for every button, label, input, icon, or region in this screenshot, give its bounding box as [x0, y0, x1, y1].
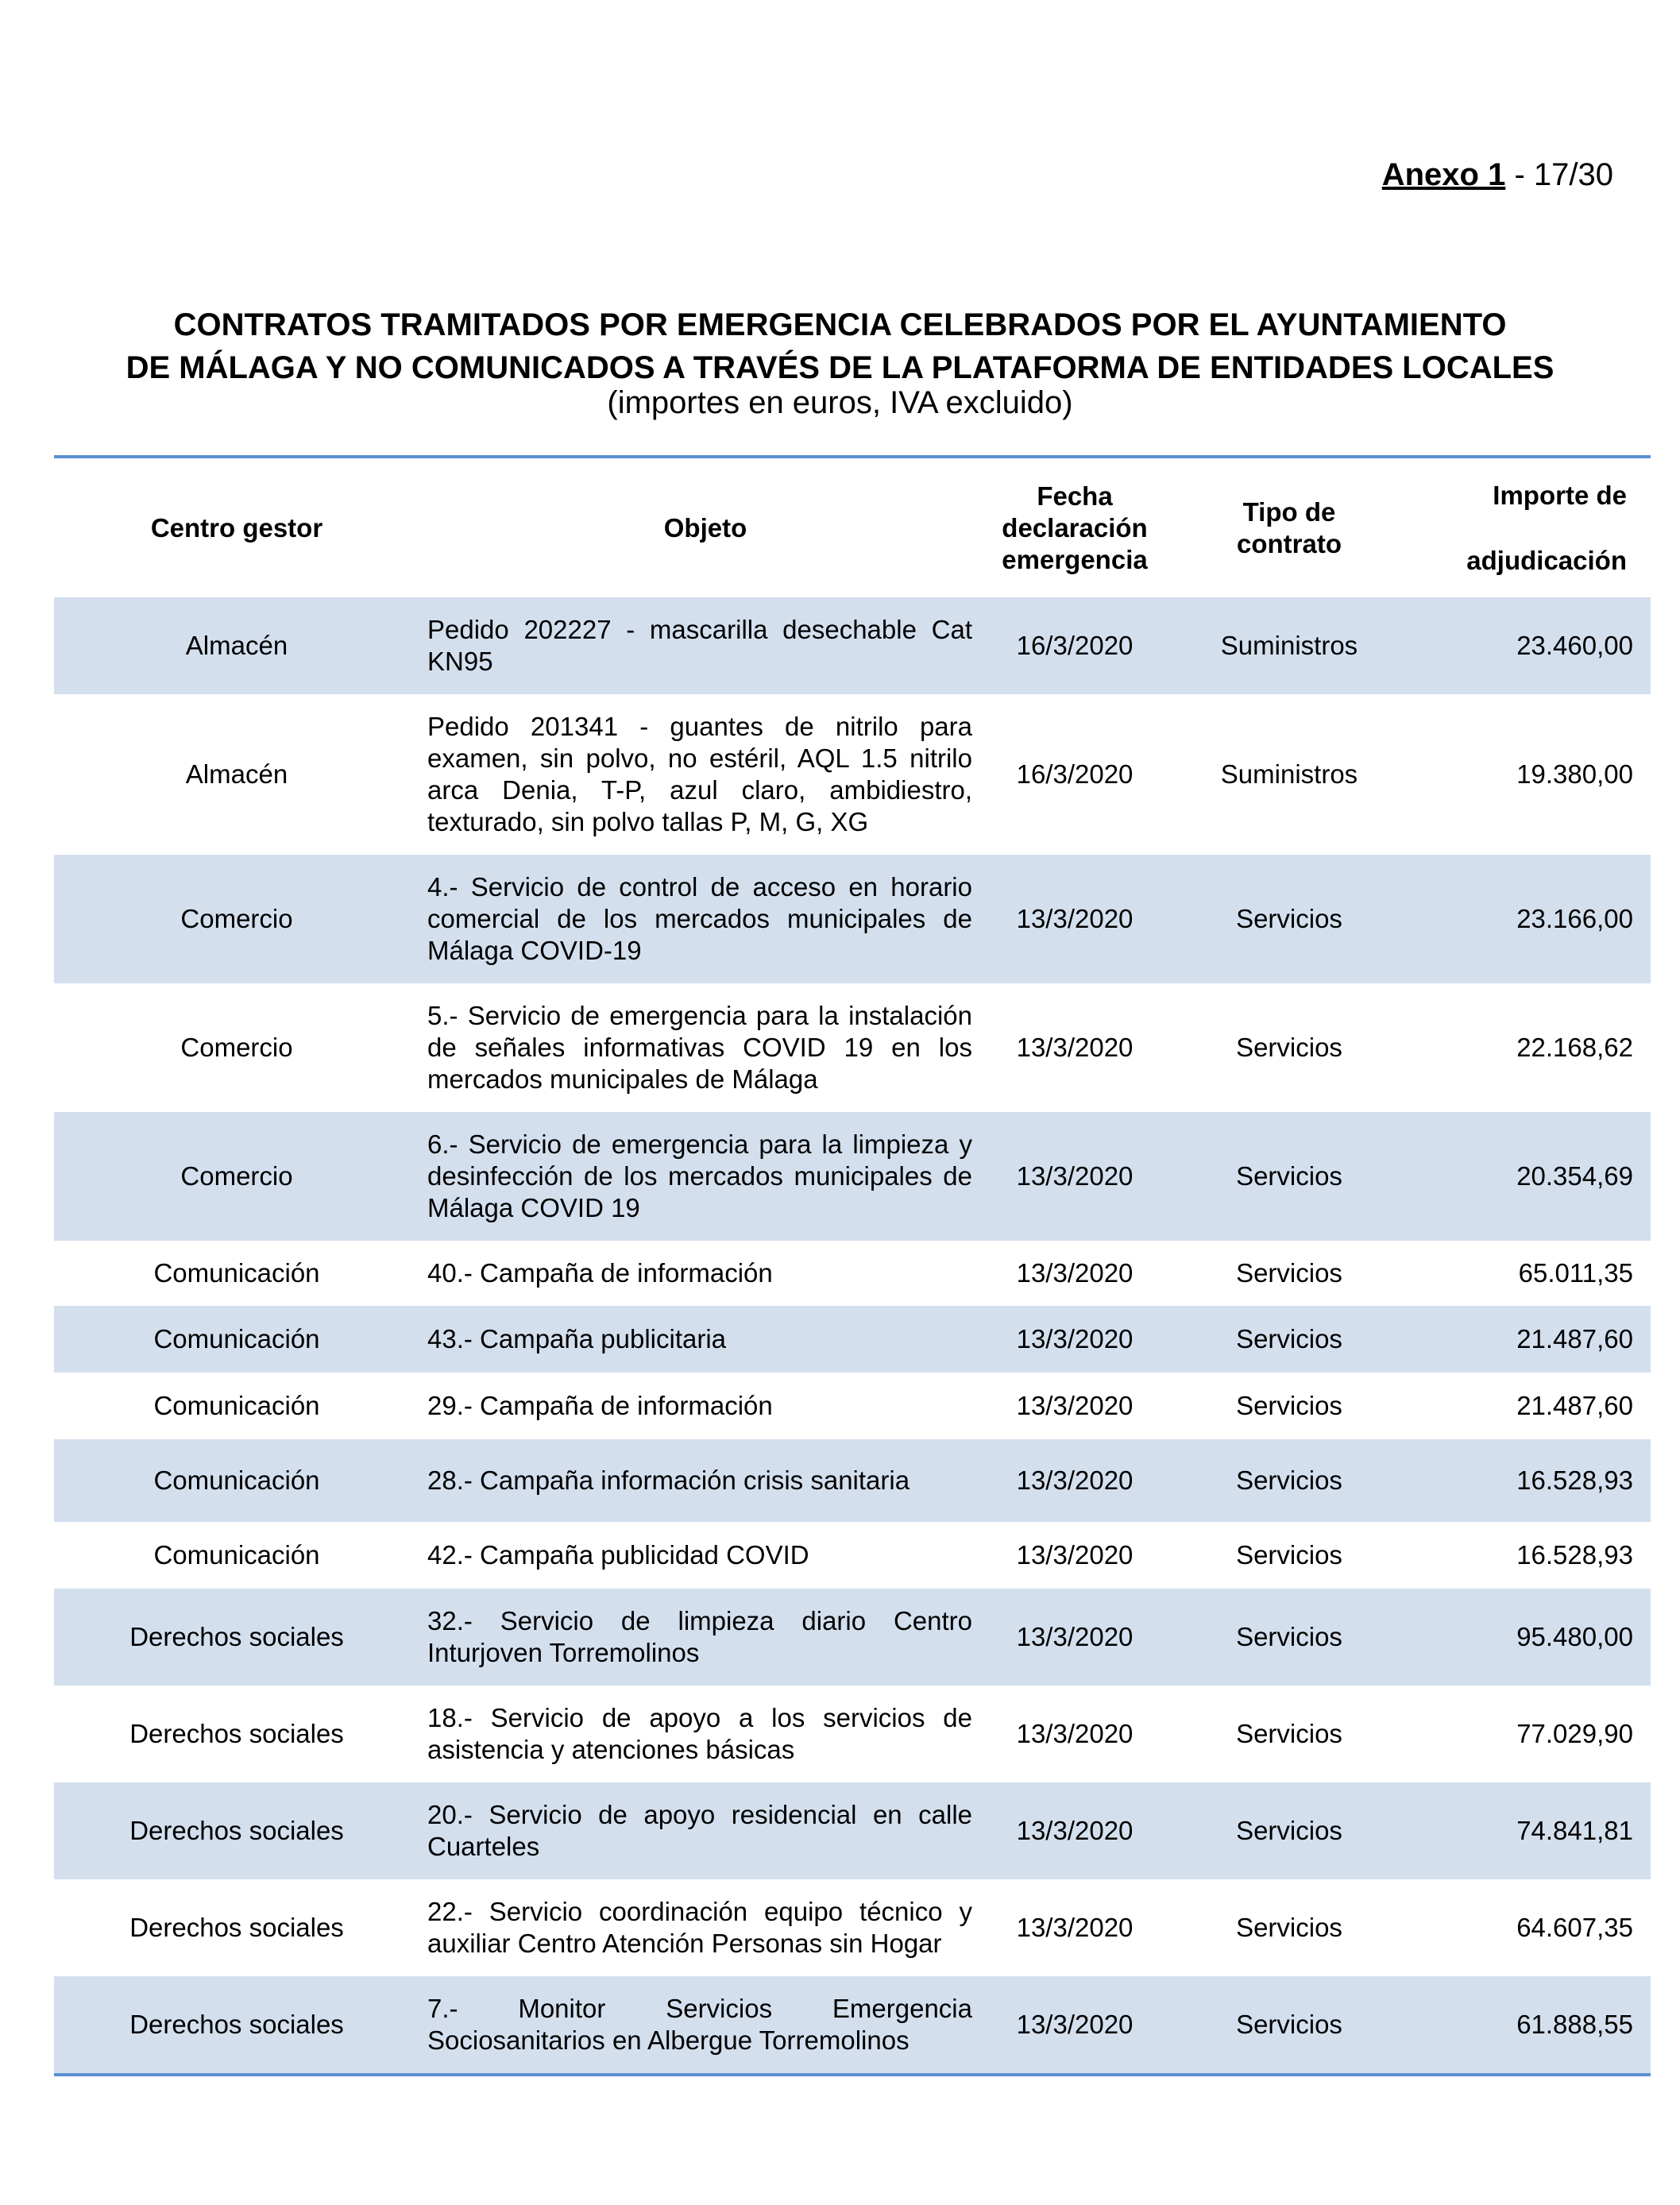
cell-objeto — [419, 1112, 991, 1241]
cell-tipo-contrato: Suministros — [1220, 631, 1358, 660]
header-tipo-line2: contrato — [1237, 528, 1342, 558]
table-row — [54, 597, 1651, 694]
header-row — [54, 457, 1651, 597]
cell-objeto — [419, 1782, 991, 1879]
cell-importe: 19.380,00 — [1516, 759, 1633, 789]
cell-tipo-contrato: Servicios — [1236, 1540, 1342, 1570]
cell-objeto-text: 6.- Servicio de emergencia para la limpieza y desinfección de los mercados municipales de Málaga COVID 19 — [427, 1130, 972, 1222]
table-row — [54, 1373, 1651, 1439]
table-row — [54, 1522, 1651, 1589]
cell-importe: 95.480,00 — [1516, 1622, 1633, 1651]
document-subtitle: (importes en euros, IVA excluido) — [607, 385, 1073, 420]
annex-label: Anexo 1 — [1381, 157, 1506, 192]
cell-objeto — [419, 1976, 991, 2075]
header-fecha — [991, 457, 1158, 597]
table-row — [54, 1306, 1651, 1373]
cell-importe: 21.487,60 — [1516, 1391, 1633, 1420]
cell-objeto-text: 20.- Servicio de apoyo residencial en calle Cuarteles — [427, 1800, 972, 1861]
header-tipo — [1158, 457, 1420, 597]
cell-centro-gestor: Derechos sociales — [129, 2010, 344, 2039]
cell-fecha: 13/3/2020 — [1016, 1465, 1134, 1495]
cell-centro-gestor: Comunicación — [153, 1465, 320, 1495]
cell-centro-gestor: Derechos sociales — [129, 1816, 344, 1845]
cell-centro-gestor: Derechos sociales — [129, 1913, 344, 1942]
cell-centro-gestor: Almacén — [185, 759, 288, 789]
cell-tipo-contrato: Servicios — [1236, 1391, 1342, 1420]
cell-objeto — [419, 1686, 991, 1782]
table-row — [54, 1782, 1651, 1879]
table-row — [54, 983, 1651, 1112]
title-line-1: CONTRATOS TRAMITADOS POR EMERGENCIA CELEBRADOS POR EL AYUNTAMIENTO — [173, 307, 1507, 342]
cell-tipo-contrato: Servicios — [1236, 1622, 1342, 1651]
cell-fecha: 13/3/2020 — [1016, 904, 1134, 933]
cell-tipo-contrato: Servicios — [1236, 2010, 1342, 2039]
cell-fecha: 13/3/2020 — [1016, 1324, 1134, 1354]
cell-importe: 16.528,93 — [1516, 1465, 1633, 1495]
table-row — [54, 855, 1651, 983]
header-fecha-line3: emergencia — [1002, 544, 1148, 574]
table-row — [54, 1439, 1651, 1522]
cell-centro-gestor: Almacén — [185, 631, 288, 660]
header-importe-line1: Importe de — [1493, 480, 1627, 510]
cell-objeto — [419, 1306, 991, 1373]
cell-objeto — [419, 597, 991, 694]
cell-importe: 77.029,90 — [1516, 1719, 1633, 1748]
cell-importe: 65.011,35 — [1518, 1258, 1633, 1288]
cell-centro-gestor: Comunicación — [153, 1258, 320, 1288]
table-row — [54, 1879, 1651, 1976]
table-row — [54, 1241, 1651, 1306]
cell-objeto-text: 4.- Servicio de control de acceso en horario comercial de los mercados municipales de Málaga COVID-19 — [427, 872, 972, 965]
cell-fecha: 13/3/2020 — [1016, 1033, 1134, 1062]
cell-tipo-contrato: Servicios — [1236, 1816, 1342, 1845]
cell-objeto-text: 7.- Monitor Servicios Emergencia Sociosanitarios en Albergue Torremolinos — [427, 1994, 972, 2055]
cell-fecha: 16/3/2020 — [1016, 631, 1134, 660]
cell-fecha: 13/3/2020 — [1016, 1391, 1134, 1420]
cell-importe: 23.166,00 — [1516, 904, 1633, 933]
cell-objeto — [419, 1439, 991, 1522]
cell-centro-gestor: Comunicación — [153, 1324, 320, 1354]
cell-objeto — [419, 1522, 991, 1589]
cell-objeto-text: 22.- Servicio coordinación equipo técnico y auxiliar Centro Atención Personas sin Hogar — [427, 1897, 972, 1958]
cell-importe: 16.528,93 — [1516, 1540, 1633, 1570]
annex-page-label — [1382, 157, 1613, 193]
cell-tipo-contrato: Servicios — [1236, 1913, 1342, 1942]
cell-fecha: 13/3/2020 — [1016, 1913, 1134, 1942]
cell-importe: 74.841,81 — [1516, 1816, 1633, 1845]
cell-importe: 61.888,55 — [1516, 2010, 1633, 2039]
contracts-table — [54, 455, 1651, 2076]
cell-centro-gestor: Comercio — [180, 1161, 293, 1191]
table-body — [54, 597, 1651, 2075]
cell-objeto-text: 40.- Campaña de información — [427, 1258, 773, 1288]
cell-centro-gestor: Derechos sociales — [129, 1622, 344, 1651]
table-row — [54, 1976, 1651, 2075]
header-tipo-line1: Tipo de — [1242, 496, 1336, 527]
page-number: - 17/30 — [1505, 157, 1613, 192]
cell-importe: 64.607,35 — [1516, 1913, 1633, 1942]
cell-tipo-contrato: Servicios — [1236, 904, 1342, 933]
cell-importe: 20.354,69 — [1516, 1161, 1633, 1191]
cell-importe: 23.460,00 — [1516, 631, 1633, 660]
cell-centro-gestor: Comercio — [180, 1033, 293, 1062]
header-importe-line2: adjudicación — [1466, 545, 1627, 575]
cell-fecha: 13/3/2020 — [1016, 1258, 1134, 1288]
cell-objeto — [419, 1879, 991, 1976]
cell-fecha: 13/3/2020 — [1016, 1161, 1134, 1191]
header-fecha-line1: Fecha — [1037, 481, 1113, 511]
cell-objeto — [419, 1241, 991, 1306]
cell-fecha: 13/3/2020 — [1016, 1622, 1134, 1651]
title-line-2: DE MÁLAGA Y NO COMUNICADOS A TRAVÉS DE LA PLATAFORMA DE ENTIDADES LOCALES — [126, 350, 1554, 385]
cell-fecha: 13/3/2020 — [1016, 2010, 1134, 2039]
cell-tipo-contrato: Servicios — [1236, 1324, 1342, 1354]
cell-centro-gestor: Comunicación — [153, 1540, 320, 1570]
cell-objeto — [419, 983, 991, 1112]
header-fecha-line2: declaración — [1002, 512, 1148, 543]
cell-tipo-contrato: Servicios — [1236, 1258, 1342, 1288]
document-title — [0, 303, 1680, 389]
table-row — [54, 1589, 1651, 1686]
cell-centro-gestor: Comunicación — [153, 1391, 320, 1420]
cell-objeto-text: 28.- Campaña información crisis sanitaria — [427, 1465, 910, 1495]
cell-objeto — [419, 694, 991, 855]
cell-tipo-contrato: Servicios — [1236, 1033, 1342, 1062]
header-objeto: Objeto — [663, 512, 747, 543]
cell-tipo-contrato: Servicios — [1236, 1719, 1342, 1748]
header-importe — [1420, 457, 1651, 597]
cell-objeto-text: Pedido 201341 - guantes de nitrilo para examen, sin polvo, no estéril, AQL 1.5 nitrilo arca Denia, T-P, azul claro, ambidiestro, texturado, sin polvo tallas P, M, G, XG — [427, 712, 972, 836]
cell-fecha: 13/3/2020 — [1016, 1719, 1134, 1748]
cell-objeto-text: 43.- Campaña publicitaria — [427, 1324, 727, 1354]
cell-objeto-text: 42.- Campaña publicidad COVID — [427, 1540, 809, 1570]
table-header — [54, 457, 1651, 597]
cell-objeto-text: 5.- Servicio de emergencia para la instalación de señales informativas COVID 19 en los mercados municipales de Málaga — [427, 1001, 972, 1094]
cell-objeto-text: 32.- Servicio de limpieza diario Centro Inturjoven Torremolinos — [427, 1606, 972, 1667]
cell-fecha: 13/3/2020 — [1016, 1540, 1134, 1570]
header-centro-gestor: Centro gestor — [150, 512, 323, 543]
cell-centro-gestor: Comercio — [180, 904, 293, 933]
cell-importe: 22.168,62 — [1516, 1033, 1633, 1062]
cell-objeto — [419, 1373, 991, 1439]
cell-objeto — [419, 1589, 991, 1686]
cell-objeto-text: Pedido 202227 - mascarilla desechable Cat KN95 — [427, 615, 972, 676]
cell-centro-gestor: Derechos sociales — [129, 1719, 344, 1748]
table-row — [54, 1112, 1651, 1241]
table-row — [54, 1686, 1651, 1782]
cell-tipo-contrato: Servicios — [1236, 1465, 1342, 1495]
table-row — [54, 694, 1651, 855]
cell-fecha: 16/3/2020 — [1016, 759, 1134, 789]
cell-tipo-contrato: Servicios — [1236, 1161, 1342, 1191]
cell-importe: 21.487,60 — [1516, 1324, 1633, 1354]
cell-objeto-text: 29.- Campaña de información — [427, 1391, 773, 1420]
cell-objeto-text: 18.- Servicio de apoyo a los servicios de asistencia y atenciones básicas — [427, 1703, 972, 1764]
cell-objeto — [419, 855, 991, 983]
cell-fecha: 13/3/2020 — [1016, 1816, 1134, 1845]
cell-tipo-contrato: Suministros — [1220, 759, 1358, 789]
